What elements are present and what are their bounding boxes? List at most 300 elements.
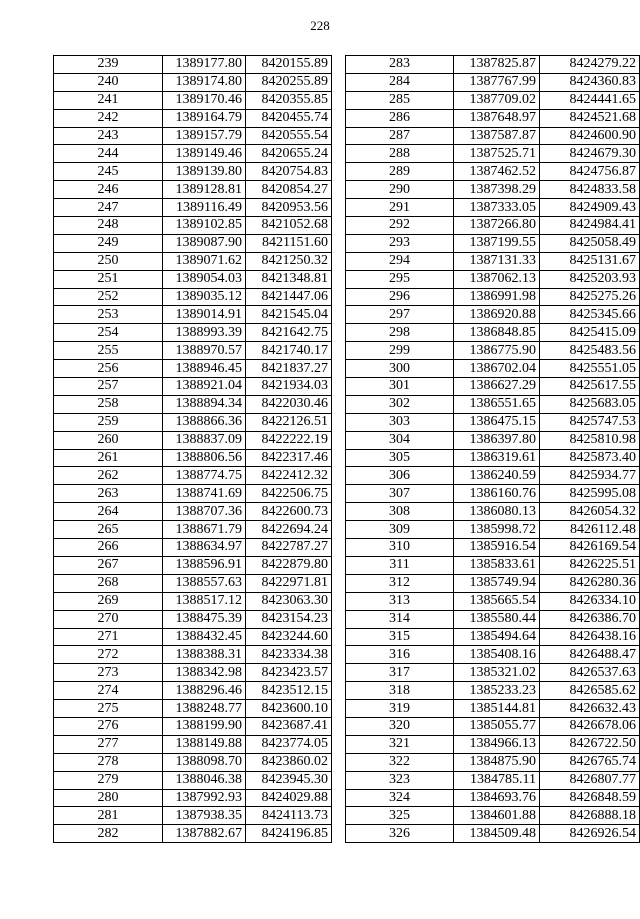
y-coordinate-cell: 8422412.32 [246, 467, 332, 485]
table-row [346, 628, 640, 646]
point-number-cell: 257 [54, 378, 163, 396]
y-coordinate-cell: 8425810.98 [540, 431, 640, 449]
table-row [54, 735, 332, 753]
x-coordinate-cell: 1387131.33 [454, 252, 540, 270]
table-row [346, 252, 640, 270]
y-coordinate-cell: 8421740.17 [246, 342, 332, 360]
point-number-cell: 288 [346, 145, 454, 163]
point-number-cell: 263 [54, 485, 163, 503]
table-row [346, 234, 640, 252]
y-coordinate-cell: 8422126.51 [246, 413, 332, 431]
y-coordinate-cell: 8420455.74 [246, 109, 332, 127]
table-row [346, 610, 640, 628]
x-coordinate-cell: 1385998.72 [454, 521, 540, 539]
point-number-cell: 307 [346, 485, 454, 503]
point-number-cell: 269 [54, 592, 163, 610]
table-row [54, 270, 332, 288]
y-coordinate-cell: 8421545.04 [246, 306, 332, 324]
x-coordinate-cell: 1387648.97 [454, 109, 540, 127]
y-coordinate-cell: 8426438.16 [540, 628, 640, 646]
point-number-cell: 281 [54, 807, 163, 825]
point-number-cell: 249 [54, 234, 163, 252]
point-number-cell: 314 [346, 610, 454, 628]
point-number-cell: 252 [54, 288, 163, 306]
point-number-cell: 320 [346, 717, 454, 735]
table-row [346, 735, 640, 753]
point-number-cell: 287 [346, 127, 454, 145]
x-coordinate-cell: 1388707.36 [163, 503, 246, 521]
x-coordinate-cell: 1385494.64 [454, 628, 540, 646]
table-row [54, 413, 332, 431]
y-coordinate-cell: 8426112.48 [540, 521, 640, 539]
table-row [346, 306, 640, 324]
point-number-cell: 264 [54, 503, 163, 521]
x-coordinate-cell: 1386240.59 [454, 467, 540, 485]
point-number-cell: 324 [346, 789, 454, 807]
x-coordinate-cell: 1389164.79 [163, 109, 246, 127]
point-number-cell: 300 [346, 360, 454, 378]
point-number-cell: 312 [346, 574, 454, 592]
y-coordinate-cell: 8424984.41 [540, 217, 640, 235]
y-coordinate-cell: 8421837.27 [246, 360, 332, 378]
point-number-cell: 309 [346, 521, 454, 539]
point-number-cell: 319 [346, 700, 454, 718]
x-coordinate-cell: 1389139.80 [163, 163, 246, 181]
y-coordinate-cell: 8426765.74 [540, 753, 640, 771]
table-row [346, 270, 640, 288]
x-coordinate-cell: 1387882.67 [163, 825, 246, 843]
point-number-cell: 275 [54, 700, 163, 718]
y-coordinate-cell: 8420953.56 [246, 199, 332, 217]
table-row [54, 163, 332, 181]
y-coordinate-cell: 8422971.81 [246, 574, 332, 592]
table-row [54, 753, 332, 771]
y-coordinate-cell: 8420655.24 [246, 145, 332, 163]
y-coordinate-cell: 8422787.27 [246, 539, 332, 557]
table-row [346, 56, 640, 74]
point-number-cell: 286 [346, 109, 454, 127]
x-coordinate-cell: 1386551.65 [454, 395, 540, 413]
x-coordinate-cell: 1388741.69 [163, 485, 246, 503]
y-coordinate-cell: 8423774.05 [246, 735, 332, 753]
y-coordinate-cell: 8421052.68 [246, 217, 332, 235]
x-coordinate-cell: 1389102.85 [163, 217, 246, 235]
y-coordinate-cell: 8425617.55 [540, 378, 640, 396]
point-number-cell: 285 [346, 91, 454, 109]
point-number-cell: 250 [54, 252, 163, 270]
point-number-cell: 246 [54, 181, 163, 199]
table-row [346, 807, 640, 825]
point-number-cell: 322 [346, 753, 454, 771]
y-coordinate-cell: 8425203.93 [540, 270, 640, 288]
y-coordinate-cell: 8425415.09 [540, 324, 640, 342]
table-row [54, 628, 332, 646]
point-number-cell: 295 [346, 270, 454, 288]
x-coordinate-cell: 1385665.54 [454, 592, 540, 610]
point-number-cell: 323 [346, 771, 454, 789]
y-coordinate-cell: 8423687.41 [246, 717, 332, 735]
point-number-cell: 317 [346, 664, 454, 682]
table-row [346, 574, 640, 592]
y-coordinate-cell: 8426678.06 [540, 717, 640, 735]
y-coordinate-cell: 8425683.05 [540, 395, 640, 413]
point-number-cell: 253 [54, 306, 163, 324]
x-coordinate-cell: 1388946.45 [163, 360, 246, 378]
table-row [346, 503, 640, 521]
y-coordinate-cell: 8423860.02 [246, 753, 332, 771]
table-row [346, 771, 640, 789]
table-row [346, 521, 640, 539]
y-coordinate-cell: 8424029.88 [246, 789, 332, 807]
table-row [54, 717, 332, 735]
point-number-cell: 306 [346, 467, 454, 485]
table-row [54, 431, 332, 449]
y-coordinate-cell: 8424521.68 [540, 109, 640, 127]
y-coordinate-cell: 8424113.73 [246, 807, 332, 825]
x-coordinate-cell: 1387525.71 [454, 145, 540, 163]
y-coordinate-cell: 8426807.77 [540, 771, 640, 789]
table-row [346, 753, 640, 771]
x-coordinate-cell: 1387199.55 [454, 234, 540, 252]
point-number-cell: 256 [54, 360, 163, 378]
table-row [346, 413, 640, 431]
point-number-cell: 240 [54, 73, 163, 91]
table-row [346, 539, 640, 557]
x-coordinate-cell: 1389054.03 [163, 270, 246, 288]
table-row [54, 807, 332, 825]
point-number-cell: 270 [54, 610, 163, 628]
table-row [54, 109, 332, 127]
y-coordinate-cell: 8425275.26 [540, 288, 640, 306]
y-coordinate-cell: 8420255.89 [246, 73, 332, 91]
y-coordinate-cell: 8425058.49 [540, 234, 640, 252]
y-coordinate-cell: 8424833.58 [540, 181, 640, 199]
table-row [54, 467, 332, 485]
x-coordinate-cell: 1384875.90 [454, 753, 540, 771]
point-number-cell: 313 [346, 592, 454, 610]
y-coordinate-cell: 8423600.10 [246, 700, 332, 718]
table-row [54, 234, 332, 252]
x-coordinate-cell: 1387266.80 [454, 217, 540, 235]
table-row [346, 73, 640, 91]
x-coordinate-cell: 1386080.13 [454, 503, 540, 521]
x-coordinate-cell: 1388342.98 [163, 664, 246, 682]
x-coordinate-cell: 1388388.31 [163, 646, 246, 664]
x-coordinate-cell: 1386160.76 [454, 485, 540, 503]
point-number-cell: 282 [54, 825, 163, 843]
x-coordinate-cell: 1387767.99 [454, 73, 540, 91]
table-row [346, 395, 640, 413]
point-number-cell: 271 [54, 628, 163, 646]
x-coordinate-cell: 1384785.11 [454, 771, 540, 789]
y-coordinate-cell: 8421642.75 [246, 324, 332, 342]
y-coordinate-cell: 8426386.70 [540, 610, 640, 628]
y-coordinate-cell: 8421348.81 [246, 270, 332, 288]
coordinates-table-left [53, 55, 332, 843]
x-coordinate-cell: 1387709.02 [454, 91, 540, 109]
x-coordinate-cell: 1388806.56 [163, 449, 246, 467]
y-coordinate-cell: 8425995.08 [540, 485, 640, 503]
table-row [54, 145, 332, 163]
y-coordinate-cell: 8426632.43 [540, 700, 640, 718]
x-coordinate-cell: 1388296.46 [163, 682, 246, 700]
table-row [54, 342, 332, 360]
y-coordinate-cell: 8426926.54 [540, 825, 640, 843]
point-number-cell: 293 [346, 234, 454, 252]
x-coordinate-cell: 1389128.81 [163, 181, 246, 199]
point-number-cell: 316 [346, 646, 454, 664]
y-coordinate-cell: 8423945.30 [246, 771, 332, 789]
y-coordinate-cell: 8423244.60 [246, 628, 332, 646]
x-coordinate-cell: 1388199.90 [163, 717, 246, 735]
point-number-cell: 254 [54, 324, 163, 342]
y-coordinate-cell: 8422694.24 [246, 521, 332, 539]
point-number-cell: 260 [54, 431, 163, 449]
y-coordinate-cell: 8426888.18 [540, 807, 640, 825]
y-coordinate-cell: 8425747.53 [540, 413, 640, 431]
y-coordinate-cell: 8425934.77 [540, 467, 640, 485]
table-row [346, 592, 640, 610]
table-row [54, 771, 332, 789]
x-coordinate-cell: 1386848.85 [454, 324, 540, 342]
x-coordinate-cell: 1388517.12 [163, 592, 246, 610]
table-row [54, 181, 332, 199]
y-coordinate-cell: 8426488.47 [540, 646, 640, 664]
point-number-cell: 280 [54, 789, 163, 807]
x-coordinate-cell: 1384509.48 [454, 825, 540, 843]
y-coordinate-cell: 8421151.60 [246, 234, 332, 252]
y-coordinate-cell: 8422879.80 [246, 556, 332, 574]
point-number-cell: 292 [346, 217, 454, 235]
x-coordinate-cell: 1388634.97 [163, 539, 246, 557]
y-coordinate-cell: 8420155.89 [246, 56, 332, 74]
y-coordinate-cell: 8421447.06 [246, 288, 332, 306]
x-coordinate-cell: 1385055.77 [454, 717, 540, 735]
y-coordinate-cell: 8422222.19 [246, 431, 332, 449]
table-row [346, 145, 640, 163]
table-row [346, 199, 640, 217]
table-row [54, 288, 332, 306]
point-number-cell: 266 [54, 539, 163, 557]
table-row [346, 91, 640, 109]
table-row [346, 717, 640, 735]
x-coordinate-cell: 1388098.70 [163, 753, 246, 771]
table-row [54, 539, 332, 557]
point-number-cell: 245 [54, 163, 163, 181]
point-number-cell: 241 [54, 91, 163, 109]
x-coordinate-cell: 1387825.87 [454, 56, 540, 74]
table-row [54, 199, 332, 217]
x-coordinate-cell: 1386920.88 [454, 306, 540, 324]
y-coordinate-cell: 8425483.56 [540, 342, 640, 360]
table-row [346, 288, 640, 306]
table-row [346, 825, 640, 843]
y-coordinate-cell: 8424279.22 [540, 56, 640, 74]
point-number-cell: 265 [54, 521, 163, 539]
x-coordinate-cell: 1385321.02 [454, 664, 540, 682]
y-coordinate-cell: 8423154.23 [246, 610, 332, 628]
table-row [346, 324, 640, 342]
table-row [346, 217, 640, 235]
table-row [54, 395, 332, 413]
y-coordinate-cell: 8424756.87 [540, 163, 640, 181]
x-coordinate-cell: 1389071.62 [163, 252, 246, 270]
table-row [54, 556, 332, 574]
x-coordinate-cell: 1384601.88 [454, 807, 540, 825]
point-number-cell: 296 [346, 288, 454, 306]
table-row [54, 217, 332, 235]
x-coordinate-cell: 1387992.93 [163, 789, 246, 807]
y-coordinate-cell: 8426054.32 [540, 503, 640, 521]
table-row [346, 789, 640, 807]
table-row [54, 682, 332, 700]
x-coordinate-cell: 1386775.90 [454, 342, 540, 360]
table-row [54, 252, 332, 270]
point-number-cell: 290 [346, 181, 454, 199]
table-row [54, 574, 332, 592]
point-number-cell: 277 [54, 735, 163, 753]
point-number-cell: 242 [54, 109, 163, 127]
x-coordinate-cell: 1388046.38 [163, 771, 246, 789]
x-coordinate-cell: 1388774.75 [163, 467, 246, 485]
point-number-cell: 284 [346, 73, 454, 91]
point-number-cell: 239 [54, 56, 163, 74]
point-number-cell: 243 [54, 127, 163, 145]
table-row [346, 556, 640, 574]
table-row [54, 503, 332, 521]
table-row [54, 91, 332, 109]
y-coordinate-cell: 8426848.59 [540, 789, 640, 807]
x-coordinate-cell: 1388248.77 [163, 700, 246, 718]
x-coordinate-cell: 1385916.54 [454, 539, 540, 557]
y-coordinate-cell: 8426722.50 [540, 735, 640, 753]
table-row [54, 449, 332, 467]
point-number-cell: 258 [54, 395, 163, 413]
table-row [346, 360, 640, 378]
x-coordinate-cell: 1388970.57 [163, 342, 246, 360]
x-coordinate-cell: 1386475.15 [454, 413, 540, 431]
table-row [54, 592, 332, 610]
y-coordinate-cell: 8423423.57 [246, 664, 332, 682]
x-coordinate-cell: 1387062.13 [454, 270, 540, 288]
point-number-cell: 276 [54, 717, 163, 735]
table-row [346, 449, 640, 467]
point-number-cell: 298 [346, 324, 454, 342]
x-coordinate-cell: 1387462.52 [454, 163, 540, 181]
y-coordinate-cell: 8422030.46 [246, 395, 332, 413]
x-coordinate-cell: 1389157.79 [163, 127, 246, 145]
table-row [346, 467, 640, 485]
point-number-cell: 247 [54, 199, 163, 217]
table-row [54, 789, 332, 807]
point-number-cell: 278 [54, 753, 163, 771]
x-coordinate-cell: 1389035.12 [163, 288, 246, 306]
x-coordinate-cell: 1385580.44 [454, 610, 540, 628]
x-coordinate-cell: 1385144.81 [454, 700, 540, 718]
point-number-cell: 248 [54, 217, 163, 235]
x-coordinate-cell: 1388149.88 [163, 735, 246, 753]
y-coordinate-cell: 8420854.27 [246, 181, 332, 199]
table-row [346, 664, 640, 682]
x-coordinate-cell: 1388596.91 [163, 556, 246, 574]
table-row [54, 646, 332, 664]
y-coordinate-cell: 8420355.85 [246, 91, 332, 109]
x-coordinate-cell: 1387587.87 [454, 127, 540, 145]
point-number-cell: 262 [54, 467, 163, 485]
point-number-cell: 315 [346, 628, 454, 646]
x-coordinate-cell: 1388432.45 [163, 628, 246, 646]
y-coordinate-cell: 8422600.73 [246, 503, 332, 521]
table-row [346, 163, 640, 181]
point-number-cell: 251 [54, 270, 163, 288]
table-row [54, 360, 332, 378]
point-number-cell: 297 [346, 306, 454, 324]
x-coordinate-cell: 1388671.79 [163, 521, 246, 539]
y-coordinate-cell: 8424909.43 [540, 199, 640, 217]
y-coordinate-cell: 8421250.32 [246, 252, 332, 270]
table-row [346, 646, 640, 664]
point-number-cell: 304 [346, 431, 454, 449]
page-number: 228 [310, 18, 330, 33]
x-coordinate-cell: 1386702.04 [454, 360, 540, 378]
y-coordinate-cell: 8420555.54 [246, 127, 332, 145]
point-number-cell: 268 [54, 574, 163, 592]
table-row [54, 485, 332, 503]
x-coordinate-cell: 1386319.61 [454, 449, 540, 467]
point-number-cell: 326 [346, 825, 454, 843]
y-coordinate-cell: 8423334.38 [246, 646, 332, 664]
x-coordinate-cell: 1386627.29 [454, 378, 540, 396]
x-coordinate-cell: 1389177.80 [163, 56, 246, 74]
y-coordinate-cell: 8424360.83 [540, 73, 640, 91]
table-row [346, 485, 640, 503]
x-coordinate-cell: 1387398.29 [454, 181, 540, 199]
table-row [346, 682, 640, 700]
point-number-cell: 318 [346, 682, 454, 700]
x-coordinate-cell: 1389116.49 [163, 199, 246, 217]
x-coordinate-cell: 1385749.94 [454, 574, 540, 592]
y-coordinate-cell: 8426280.36 [540, 574, 640, 592]
x-coordinate-cell: 1385408.16 [454, 646, 540, 664]
table-row [346, 109, 640, 127]
y-coordinate-cell: 8424679.30 [540, 145, 640, 163]
point-number-cell: 310 [346, 539, 454, 557]
x-coordinate-cell: 1389014.91 [163, 306, 246, 324]
y-coordinate-cell: 8426169.54 [540, 539, 640, 557]
table-row [54, 610, 332, 628]
point-number-cell: 279 [54, 771, 163, 789]
point-number-cell: 274 [54, 682, 163, 700]
y-coordinate-cell: 8423512.15 [246, 682, 332, 700]
y-coordinate-cell: 8421934.03 [246, 378, 332, 396]
point-number-cell: 305 [346, 449, 454, 467]
y-coordinate-cell: 8425345.66 [540, 306, 640, 324]
table-row [54, 700, 332, 718]
table-row [54, 521, 332, 539]
y-coordinate-cell: 8426585.62 [540, 682, 640, 700]
table-row [54, 73, 332, 91]
y-coordinate-cell: 8426537.63 [540, 664, 640, 682]
y-coordinate-cell: 8426225.51 [540, 556, 640, 574]
point-number-cell: 311 [346, 556, 454, 574]
point-number-cell: 325 [346, 807, 454, 825]
y-coordinate-cell: 8422317.46 [246, 449, 332, 467]
x-coordinate-cell: 1389170.46 [163, 91, 246, 109]
point-number-cell: 259 [54, 413, 163, 431]
point-number-cell: 244 [54, 145, 163, 163]
point-number-cell: 301 [346, 378, 454, 396]
x-coordinate-cell: 1388557.63 [163, 574, 246, 592]
